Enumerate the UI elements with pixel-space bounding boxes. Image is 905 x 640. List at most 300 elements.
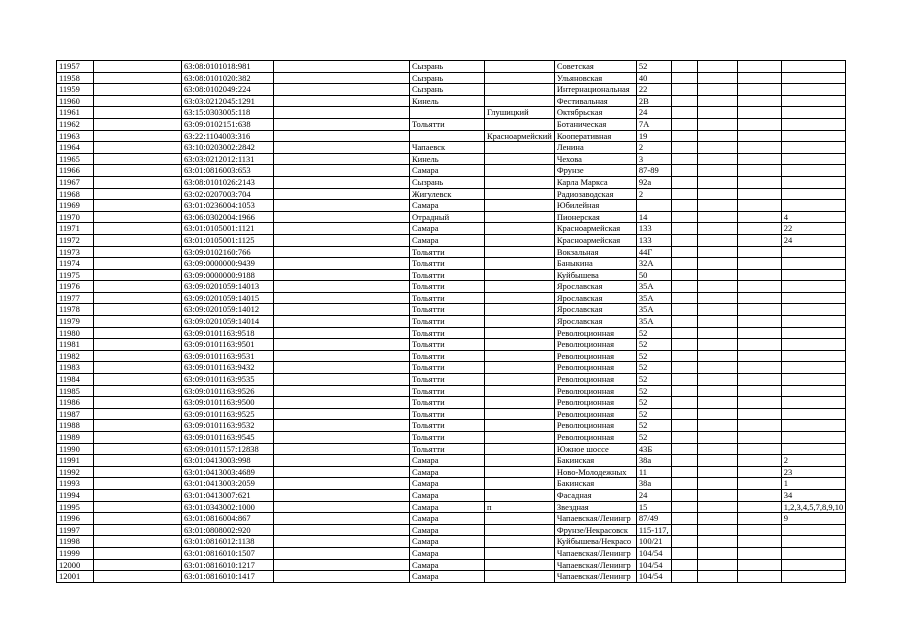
cadastral-number-cell: 63:09:0101163:9532 [182, 420, 274, 432]
cadastral-number-cell: 63:01:0413003:4689 [182, 466, 274, 478]
empty-cell-j [697, 165, 737, 177]
empty-cell-d [274, 350, 410, 362]
empty-cell-j [697, 292, 737, 304]
empty-cell-b [94, 327, 182, 339]
table-row [57, 559, 846, 571]
district-cell [485, 304, 555, 316]
street-cell: Советская [554, 61, 636, 73]
city-cell: Тольятти [410, 443, 485, 455]
empty-cell-j [697, 350, 737, 362]
city-cell: Жигулевск [410, 188, 485, 200]
empty-cell-j [697, 200, 737, 212]
apartment-cell: 2 [781, 455, 846, 467]
empty-cell-i [671, 513, 697, 525]
cadastral-number-cell: 63:09:0102160:766 [182, 246, 274, 258]
empty-cell-j [697, 362, 737, 374]
city-cell: Тольятти [410, 304, 485, 316]
empty-cell-i [671, 455, 697, 467]
empty-cell-k [737, 292, 781, 304]
table-row [57, 292, 846, 304]
city-cell: Тольятти [410, 269, 485, 281]
house-cell: 100/21 [636, 536, 671, 548]
apartment-cell [781, 304, 846, 316]
cadastral-number-cell: 63:09:0201059:14015 [182, 292, 274, 304]
table-row [57, 258, 846, 270]
cadastral-number-cell: 63:01:0816003:653 [182, 165, 274, 177]
cadastral-number-cell: 63:09:0201059:14013 [182, 281, 274, 293]
house-cell: 92а [636, 176, 671, 188]
table-row [57, 61, 846, 73]
empty-cell-j [697, 153, 737, 165]
empty-cell-j [697, 408, 737, 420]
empty-cell-j [697, 281, 737, 293]
apartment-cell [781, 374, 846, 386]
empty-cell-j [697, 559, 737, 571]
table-row [57, 443, 846, 455]
house-cell: 40 [636, 72, 671, 84]
empty-cell-d [274, 72, 410, 84]
empty-cell-k [737, 559, 781, 571]
empty-cell-k [737, 165, 781, 177]
cadastral-number-cell: 63:09:0101163:9500 [182, 397, 274, 409]
district-cell: Красноармейский [485, 130, 555, 142]
city-cell: Самара [410, 559, 485, 571]
empty-cell-k [737, 397, 781, 409]
cadastral-number-cell: 63:22:1104003:316 [182, 130, 274, 142]
district-cell [485, 153, 555, 165]
cadastral-number-cell: 63:01:0105001:1121 [182, 223, 274, 235]
street-cell: Революционная [554, 420, 636, 432]
table-row [57, 432, 846, 444]
apartment-cell: 1,2,3,4,5,7,8,9,10 [781, 501, 846, 513]
table-row [57, 362, 846, 374]
street-cell: Революционная [554, 327, 636, 339]
house-cell: 38а [636, 478, 671, 490]
cadastral-number-cell: 63:08:0101018:981 [182, 61, 274, 73]
empty-cell-i [671, 420, 697, 432]
apartment-cell: 22 [781, 223, 846, 235]
empty-cell-i [671, 408, 697, 420]
district-cell [485, 95, 555, 107]
house-cell: 52 [636, 362, 671, 374]
empty-cell-d [274, 501, 410, 513]
row-number-cell: 11966 [57, 165, 94, 177]
house-cell: 52 [636, 350, 671, 362]
empty-cell-k [737, 72, 781, 84]
street-cell: Ленина [554, 142, 636, 154]
empty-cell-i [671, 188, 697, 200]
cadastral-number-cell: 63:15:0303005:118 [182, 107, 274, 119]
city-cell: Тольятти [410, 350, 485, 362]
empty-cell-d [274, 95, 410, 107]
table-row [57, 385, 846, 397]
cadastral-number-cell: 63:09:0101157:12838 [182, 443, 274, 455]
street-cell: Ярославская [554, 304, 636, 316]
empty-cell-b [94, 142, 182, 154]
city-cell: Самара [410, 165, 485, 177]
city-cell: Сызрань [410, 84, 485, 96]
empty-cell-j [697, 176, 737, 188]
district-cell [485, 397, 555, 409]
empty-cell-i [671, 443, 697, 455]
empty-cell-k [737, 61, 781, 73]
empty-cell-k [737, 223, 781, 235]
street-cell: Куйбышева/Некрасо [554, 536, 636, 548]
cadastral-number-cell: 63:09:0201059:14014 [182, 316, 274, 328]
city-cell [410, 107, 485, 119]
table-row [57, 455, 846, 467]
empty-cell-i [671, 95, 697, 107]
row-number-cell: 11972 [57, 234, 94, 246]
district-cell [485, 350, 555, 362]
empty-cell-j [697, 316, 737, 328]
house-cell: 2 [636, 188, 671, 200]
table-row [57, 316, 846, 328]
row-number-cell: 11975 [57, 269, 94, 281]
street-cell: Карла Маркса [554, 176, 636, 188]
table-row [57, 95, 846, 107]
apartment-cell: 1 [781, 478, 846, 490]
empty-cell-d [274, 443, 410, 455]
street-cell: Фрунзе [554, 165, 636, 177]
row-number-cell: 11981 [57, 339, 94, 351]
empty-cell-d [274, 489, 410, 501]
street-cell: Звездная [554, 501, 636, 513]
house-cell: 50 [636, 269, 671, 281]
house-cell: 3 [636, 153, 671, 165]
city-cell: Самара [410, 478, 485, 490]
empty-cell-b [94, 339, 182, 351]
empty-cell-b [94, 211, 182, 223]
street-cell: Баныкина [554, 258, 636, 270]
district-cell [485, 211, 555, 223]
house-cell: 52 [636, 374, 671, 386]
apartment-cell [781, 536, 846, 548]
empty-cell-i [671, 211, 697, 223]
apartment-cell: 4 [781, 211, 846, 223]
empty-cell-k [737, 489, 781, 501]
cadastral-number-cell: 63:09:0000000:9439 [182, 258, 274, 270]
empty-cell-j [697, 246, 737, 258]
apartment-cell [781, 61, 846, 73]
table-row [57, 571, 846, 583]
house-cell: 44Г [636, 246, 671, 258]
empty-cell-d [274, 188, 410, 200]
row-number-cell: 11962 [57, 118, 94, 130]
empty-cell-k [737, 466, 781, 478]
street-cell: Бакинская [554, 478, 636, 490]
cadastral-number-cell: 63:01:0413007:621 [182, 489, 274, 501]
table-row [57, 547, 846, 559]
empty-cell-k [737, 200, 781, 212]
city-cell: Самара [410, 489, 485, 501]
cadastral-number-cell: 63:09:0101163:9525 [182, 408, 274, 420]
apartment-cell [781, 432, 846, 444]
street-cell: Революционная [554, 339, 636, 351]
empty-cell-b [94, 362, 182, 374]
table-row [57, 165, 846, 177]
cadastral-number-cell: 63:09:0101163:9545 [182, 432, 274, 444]
city-cell: Сызрань [410, 176, 485, 188]
row-number-cell: 11995 [57, 501, 94, 513]
cadastral-number-cell: 63:01:0105001:1125 [182, 234, 274, 246]
empty-cell-i [671, 397, 697, 409]
empty-cell-b [94, 455, 182, 467]
apartment-cell [781, 72, 846, 84]
table-row [57, 200, 846, 212]
row-number-cell: 11973 [57, 246, 94, 258]
row-number-cell: 11957 [57, 61, 94, 73]
empty-cell-b [94, 547, 182, 559]
empty-cell-k [737, 269, 781, 281]
empty-cell-d [274, 420, 410, 432]
district-cell [485, 246, 555, 258]
house-cell: 133 [636, 223, 671, 235]
empty-cell-k [737, 188, 781, 200]
empty-cell-d [274, 304, 410, 316]
empty-cell-i [671, 269, 697, 281]
district-cell [485, 165, 555, 177]
apartment-cell [781, 95, 846, 107]
empty-cell-i [671, 559, 697, 571]
empty-cell-k [737, 316, 781, 328]
district-cell [485, 118, 555, 130]
cadastral-number-cell: 63:01:0816010:1217 [182, 559, 274, 571]
empty-cell-d [274, 223, 410, 235]
empty-cell-k [737, 118, 781, 130]
table-row [57, 420, 846, 432]
street-cell: Ново-Молодежных [554, 466, 636, 478]
apartment-cell [781, 292, 846, 304]
empty-cell-d [274, 327, 410, 339]
row-number-cell: 11985 [57, 385, 94, 397]
empty-cell-d [274, 84, 410, 96]
empty-cell-i [671, 536, 697, 548]
empty-cell-b [94, 501, 182, 513]
house-cell: 35А [636, 304, 671, 316]
district-cell: п [485, 501, 555, 513]
empty-cell-d [274, 374, 410, 386]
city-cell: Тольятти [410, 339, 485, 351]
city-cell: Чапаевск [410, 142, 485, 154]
empty-cell-j [697, 478, 737, 490]
house-cell: 52 [636, 385, 671, 397]
cadastral-number-cell: 63:02:0207003:704 [182, 188, 274, 200]
empty-cell-i [671, 304, 697, 316]
table-row [57, 188, 846, 200]
city-cell: Самара [410, 234, 485, 246]
apartment-cell [781, 142, 846, 154]
district-cell [485, 84, 555, 96]
house-cell: 52 [636, 339, 671, 351]
empty-cell-i [671, 385, 697, 397]
house-cell: 35А [636, 281, 671, 293]
empty-cell-b [94, 443, 182, 455]
city-cell: Тольятти [410, 432, 485, 444]
table-row [57, 536, 846, 548]
empty-cell-k [737, 246, 781, 258]
empty-cell-i [671, 165, 697, 177]
apartment-cell [781, 246, 846, 258]
cadastral-number-cell: 63:01:0413003:2059 [182, 478, 274, 490]
empty-cell-i [671, 153, 697, 165]
empty-cell-d [274, 176, 410, 188]
table-row [57, 304, 846, 316]
house-cell: 22 [636, 84, 671, 96]
district-cell [485, 489, 555, 501]
empty-cell-j [697, 489, 737, 501]
empty-cell-b [94, 478, 182, 490]
empty-cell-k [737, 513, 781, 525]
empty-cell-j [697, 432, 737, 444]
apartment-cell [781, 269, 846, 281]
empty-cell-k [737, 304, 781, 316]
empty-cell-k [737, 95, 781, 107]
cadastral-number-cell: 63:01:0808002:920 [182, 524, 274, 536]
empty-cell-k [737, 176, 781, 188]
empty-cell-j [697, 420, 737, 432]
empty-cell-d [274, 455, 410, 467]
cadastral-number-cell: 63:01:0816010:1417 [182, 571, 274, 583]
empty-cell-b [94, 489, 182, 501]
empty-cell-k [737, 281, 781, 293]
empty-cell-b [94, 223, 182, 235]
empty-cell-d [274, 292, 410, 304]
empty-cell-i [671, 478, 697, 490]
empty-cell-i [671, 130, 697, 142]
empty-cell-k [737, 84, 781, 96]
district-cell [485, 292, 555, 304]
row-number-cell: 11958 [57, 72, 94, 84]
empty-cell-b [94, 432, 182, 444]
row-number-cell: 11999 [57, 547, 94, 559]
table-row [57, 524, 846, 536]
empty-cell-b [94, 153, 182, 165]
street-cell: Революционная [554, 397, 636, 409]
table-row [57, 246, 846, 258]
house-cell: 38а [636, 455, 671, 467]
empty-cell-j [697, 374, 737, 386]
street-cell: Ярославская [554, 292, 636, 304]
empty-cell-b [94, 269, 182, 281]
empty-cell-k [737, 536, 781, 548]
house-cell: 104/54 [636, 559, 671, 571]
row-number-cell: 11961 [57, 107, 94, 119]
empty-cell-j [697, 339, 737, 351]
empty-cell-i [671, 466, 697, 478]
apartment-cell [781, 420, 846, 432]
district-cell [485, 443, 555, 455]
table-row [57, 130, 846, 142]
empty-cell-i [671, 281, 697, 293]
house-cell: 35А [636, 316, 671, 328]
city-cell: Самара [410, 536, 485, 548]
house-cell: 2В [636, 95, 671, 107]
empty-cell-j [697, 513, 737, 525]
empty-cell-k [737, 211, 781, 223]
empty-cell-i [671, 362, 697, 374]
cadastral-number-cell: 63:10:0203002:2842 [182, 142, 274, 154]
street-cell: Ботаническая [554, 118, 636, 130]
empty-cell-d [274, 165, 410, 177]
empty-cell-j [697, 234, 737, 246]
empty-cell-j [697, 327, 737, 339]
cadastral-number-cell: 63:09:0101163:9501 [182, 339, 274, 351]
empty-cell-d [274, 211, 410, 223]
street-cell: Ульяновская [554, 72, 636, 84]
city-cell: Тольятти [410, 292, 485, 304]
street-cell: Чапаевская/Ленингр [554, 559, 636, 571]
empty-cell-j [697, 107, 737, 119]
cadastral-number-cell: 63:09:0101163:9526 [182, 385, 274, 397]
district-cell [485, 547, 555, 559]
empty-cell-k [737, 571, 781, 583]
apartment-cell [781, 200, 846, 212]
apartment-cell [781, 385, 846, 397]
cadastral-number-cell: 63:09:0101163:9432 [182, 362, 274, 374]
row-number-cell: 11976 [57, 281, 94, 293]
cadastral-number-cell: 63:03:0212045:1291 [182, 95, 274, 107]
row-number-cell: 11959 [57, 84, 94, 96]
row-number-cell: 11979 [57, 316, 94, 328]
empty-cell-i [671, 327, 697, 339]
empty-cell-d [274, 142, 410, 154]
cadastral-number-cell: 63:09:0201059:14012 [182, 304, 274, 316]
row-number-cell: 12001 [57, 571, 94, 583]
apartment-cell [781, 316, 846, 328]
house-cell: 52 [636, 397, 671, 409]
house-cell: 2 [636, 142, 671, 154]
street-cell: Революционная [554, 408, 636, 420]
empty-cell-b [94, 304, 182, 316]
apartment-cell [781, 258, 846, 270]
row-number-cell: 11980 [57, 327, 94, 339]
empty-cell-b [94, 188, 182, 200]
street-cell: Чехова [554, 153, 636, 165]
house-cell: 52 [636, 420, 671, 432]
street-cell: Ярославская [554, 316, 636, 328]
street-cell: Красноармейская [554, 234, 636, 246]
table-row [57, 350, 846, 362]
street-cell: Октябрьская [554, 107, 636, 119]
empty-cell-j [697, 524, 737, 536]
apartment-cell [781, 408, 846, 420]
empty-cell-i [671, 524, 697, 536]
table-row [57, 397, 846, 409]
empty-cell-b [94, 536, 182, 548]
city-cell: Отрадный [410, 211, 485, 223]
empty-cell-k [737, 478, 781, 490]
empty-cell-b [94, 258, 182, 270]
district-cell [485, 513, 555, 525]
empty-cell-d [274, 432, 410, 444]
table-row [57, 281, 846, 293]
house-cell: 24 [636, 107, 671, 119]
city-cell: Тольятти [410, 258, 485, 270]
empty-cell-j [697, 211, 737, 223]
empty-cell-i [671, 118, 697, 130]
empty-cell-j [697, 269, 737, 281]
city-cell: Сызрань [410, 72, 485, 84]
apartment-cell: 23 [781, 466, 846, 478]
row-number-cell: 11977 [57, 292, 94, 304]
district-cell [485, 524, 555, 536]
empty-cell-i [671, 432, 697, 444]
empty-cell-i [671, 571, 697, 583]
empty-cell-i [671, 547, 697, 559]
row-number-cell: 11963 [57, 130, 94, 142]
empty-cell-d [274, 200, 410, 212]
